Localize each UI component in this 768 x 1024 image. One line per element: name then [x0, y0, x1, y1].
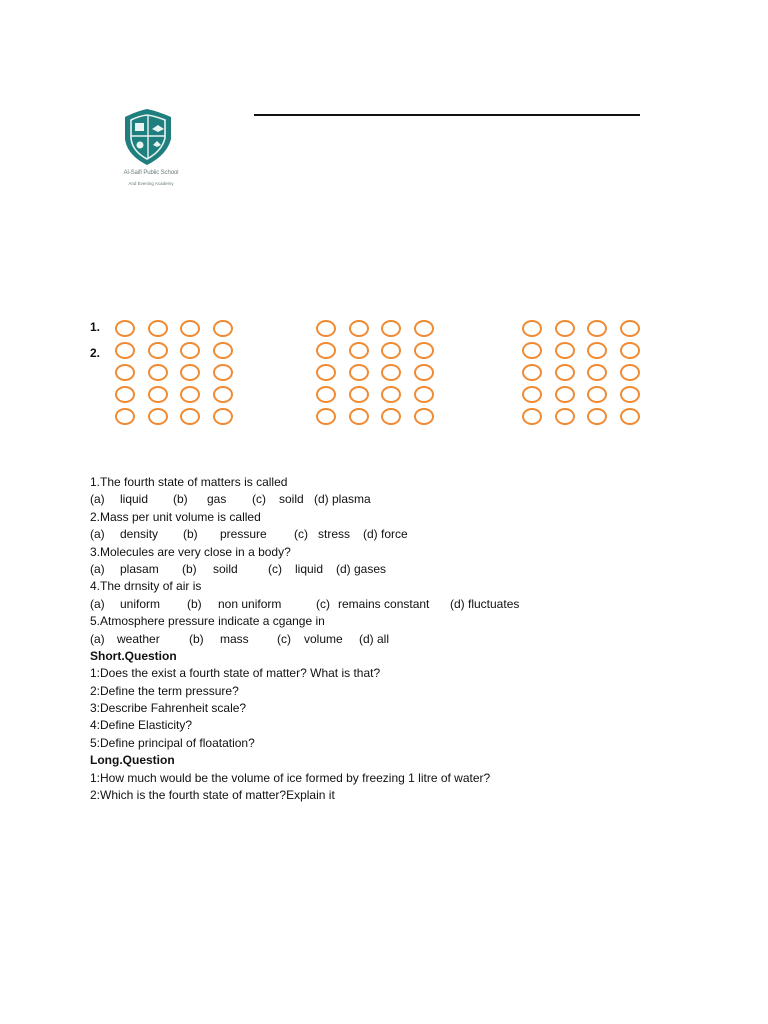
short-question: 5:Define principal of floatation?: [90, 735, 255, 750]
answer-bubble[interactable]: [316, 342, 336, 359]
school-name: Al-Saifi Public School: [123, 170, 179, 176]
answer-bubble[interactable]: [349, 364, 369, 381]
answer-bubble[interactable]: [180, 386, 200, 403]
answer-bubble[interactable]: [213, 408, 233, 425]
mcq-options: [90, 631, 690, 648]
answer-bubble[interactable]: [180, 320, 200, 337]
option-text: mass: [220, 631, 249, 646]
short-question: 1:Does the exist a fourth state of matter? What is that?: [90, 666, 381, 681]
answer-bubble[interactable]: [148, 320, 168, 337]
mcq-question: 4.The drnsity of air is: [90, 579, 202, 594]
option-label: (c): [268, 561, 282, 576]
answer-bubble[interactable]: [522, 408, 542, 425]
bubble-block-2: [316, 320, 435, 425]
option-label: (b): [189, 631, 204, 646]
answer-bubble[interactable]: [587, 342, 607, 359]
answer-bubble[interactable]: [316, 320, 336, 337]
answer-bubble[interactable]: [522, 320, 542, 337]
answer-bubble[interactable]: [213, 386, 233, 403]
long-question-heading: Long.Question: [90, 753, 175, 768]
answer-bubble[interactable]: [555, 320, 575, 337]
option-label: (a): [90, 596, 105, 611]
option-text: remains constant: [338, 596, 430, 611]
school-logo: [107, 103, 195, 193]
option-text: density: [120, 527, 159, 542]
short-question: 4:Define Elasticity?: [90, 718, 193, 733]
answer-bubble[interactable]: [316, 364, 336, 381]
answer-bubble[interactable]: [555, 342, 575, 359]
shield-crest-icon: [107, 103, 195, 167]
question-paper: [90, 474, 690, 804]
option-text: gas: [207, 492, 227, 507]
answer-bubble[interactable]: [349, 408, 369, 425]
answer-bubble[interactable]: [587, 386, 607, 403]
answer-bubble[interactable]: [620, 364, 640, 381]
option-label: (b): [182, 561, 197, 576]
answer-bubble[interactable]: [213, 320, 233, 337]
answer-bubble[interactable]: [213, 342, 233, 359]
question-number-2: 2.: [90, 346, 101, 360]
answer-bubble[interactable]: [522, 342, 542, 359]
option-text: stress: [318, 527, 351, 542]
mcq-question: 1.The fourth state of matters is called: [90, 475, 288, 489]
answer-bubble[interactable]: [180, 408, 200, 425]
option-text: (d) fluctuates: [450, 596, 520, 611]
answer-bubble[interactable]: [414, 342, 434, 359]
answer-bubble[interactable]: [414, 408, 434, 425]
option-label: (b): [183, 527, 198, 542]
option-label: (a): [90, 631, 105, 646]
answer-bubble[interactable]: [555, 408, 575, 425]
mcq-options: [90, 596, 690, 613]
answer-bubble[interactable]: [620, 320, 640, 337]
answer-bubble[interactable]: [148, 364, 168, 381]
long-question: 1:How much would be the volume of ice formed by freezing 1 litre of water?: [90, 770, 491, 785]
answer-bubble[interactable]: [180, 364, 200, 381]
mcq-question: 3.Molecules are very close in a body?: [90, 544, 291, 559]
answer-bubble[interactable]: [620, 342, 640, 359]
mcq-question: 5.Atmosphere pressure indicate a cgange in: [90, 614, 325, 629]
option-text: uniform: [120, 596, 161, 611]
short-question: 2:Define the term pressure?: [90, 683, 239, 698]
answer-bubble[interactable]: [148, 342, 168, 359]
mcq-question: 2.Mass per unit volume is called: [90, 509, 261, 524]
option-label: (a): [90, 561, 105, 576]
option-label: (a): [90, 492, 105, 507]
short-question-heading: Short.Question: [90, 648, 177, 663]
option-text: liquid: [295, 561, 324, 576]
option-label: (c): [277, 631, 291, 646]
answer-bubble[interactable]: [587, 320, 607, 337]
option-text: (d) gases: [336, 561, 387, 576]
answer-bubble[interactable]: [522, 364, 542, 381]
mcq-options: [90, 526, 690, 543]
option-text: weather: [117, 631, 160, 646]
bubble-block-3: [522, 320, 641, 425]
mcq-options: [90, 491, 690, 508]
answer-bubble[interactable]: [587, 408, 607, 425]
answer-bubble[interactable]: [555, 386, 575, 403]
answer-bubble[interactable]: [349, 320, 369, 337]
answer-bubble[interactable]: [349, 386, 369, 403]
answer-bubble[interactable]: [115, 408, 135, 425]
option-text: pressure: [220, 527, 267, 542]
option-text: liquid: [120, 492, 149, 507]
option-text: (d) force: [363, 527, 408, 542]
answer-bubble[interactable]: [115, 364, 135, 381]
answer-bubble[interactable]: [316, 408, 336, 425]
option-text: soild: [213, 561, 238, 576]
option-label: (b): [187, 596, 202, 611]
short-question: 3:Describe Fahrenheit scale?: [90, 701, 247, 716]
answer-bubble[interactable]: [115, 320, 135, 337]
answer-bubble[interactable]: [620, 408, 640, 425]
answer-bubble[interactable]: [414, 386, 434, 403]
long-question: 2:Which is the fourth state of matter?Explain it: [90, 788, 335, 803]
answer-bubble[interactable]: [381, 364, 401, 381]
answer-bubble[interactable]: [381, 386, 401, 403]
option-label: (b): [173, 492, 188, 507]
option-text: plasam: [120, 561, 159, 576]
answer-bubble[interactable]: [381, 320, 401, 337]
question-number-1: 1.: [90, 320, 101, 334]
answer-bubble[interactable]: [349, 342, 369, 359]
answer-bubble[interactable]: [381, 408, 401, 425]
answer-bubble[interactable]: [148, 386, 168, 403]
option-text: non uniform: [218, 596, 282, 611]
option-text: (d) all: [359, 631, 390, 646]
option-label: (c): [252, 492, 266, 507]
answer-bubble[interactable]: [148, 408, 168, 425]
answer-bubble[interactable]: [213, 364, 233, 381]
option-text: (d) plasma: [314, 492, 371, 507]
option-text: volume: [304, 631, 343, 646]
option-label: (c): [316, 596, 330, 611]
answer-bubble[interactable]: [555, 364, 575, 381]
name-line: [254, 114, 640, 116]
answer-bubble[interactable]: [414, 320, 434, 337]
answer-bubble[interactable]: [620, 386, 640, 403]
answer-bubble[interactable]: [414, 364, 434, 381]
mcq-options: [90, 561, 690, 578]
answer-bubble[interactable]: [316, 386, 336, 403]
bubble-block-1: [115, 320, 234, 425]
answer-bubble[interactable]: [180, 342, 200, 359]
answer-bubble[interactable]: [381, 342, 401, 359]
answer-bubble[interactable]: [115, 342, 135, 359]
answer-bubble[interactable]: [587, 364, 607, 381]
option-text: soild: [279, 492, 304, 507]
option-label: (a): [90, 527, 105, 542]
answer-bubble[interactable]: [115, 386, 135, 403]
option-label: (c): [294, 527, 308, 542]
school-subtitle: And Evening Academy: [128, 181, 174, 186]
answer-bubble[interactable]: [522, 386, 542, 403]
